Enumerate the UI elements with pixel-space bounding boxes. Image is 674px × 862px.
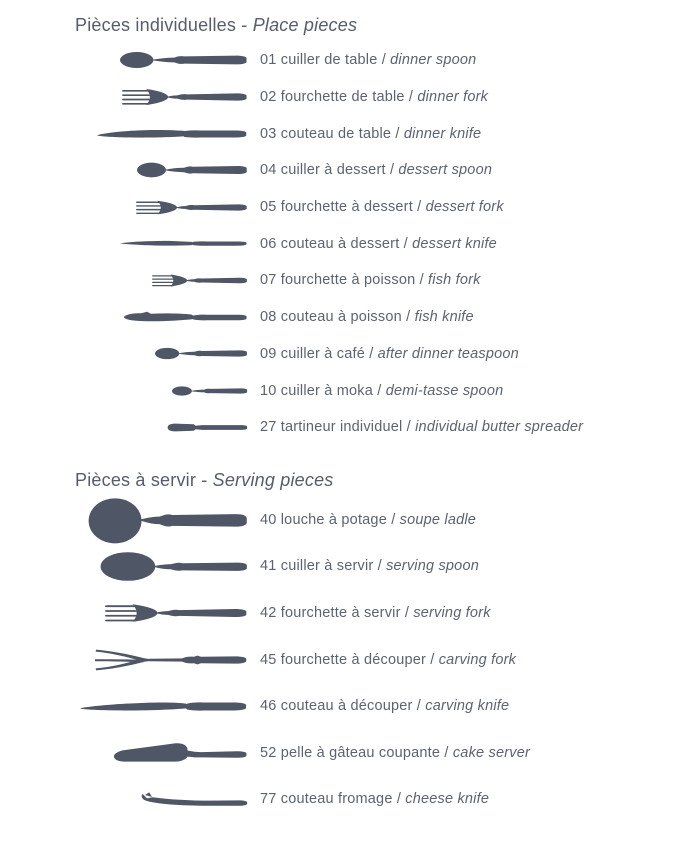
list-item xyxy=(60,262,674,299)
item-label xyxy=(260,745,530,761)
dinner-fork-icon xyxy=(122,87,248,107)
icon-cell xyxy=(60,384,248,398)
separator: / xyxy=(426,651,439,668)
icon-cell xyxy=(60,273,248,288)
item-name-french: couteau à poisson xyxy=(280,309,402,326)
icon-cell xyxy=(60,648,248,672)
item-name-english: fish fork xyxy=(428,272,481,289)
section xyxy=(60,467,674,823)
item-code: 09 xyxy=(260,345,277,362)
item-code: 10 xyxy=(260,382,277,399)
item-code: 06 xyxy=(260,235,277,252)
item-label xyxy=(260,309,474,325)
cake-server-icon xyxy=(112,740,248,766)
icon-cell xyxy=(60,238,248,249)
icon-cell xyxy=(60,345,248,362)
sections-container xyxy=(60,12,674,823)
separator: / xyxy=(373,382,386,399)
item-name-english: fish knife xyxy=(414,309,474,326)
fish-knife-icon xyxy=(123,310,248,325)
separator: / xyxy=(440,744,453,761)
item-label xyxy=(260,605,491,621)
serving-spoon-icon xyxy=(100,550,248,583)
item-label xyxy=(260,89,488,105)
list-item xyxy=(60,372,674,409)
carving-fork-icon xyxy=(95,648,248,672)
item-name-english: serving spoon xyxy=(386,558,479,575)
list-item xyxy=(60,225,674,262)
separator: / xyxy=(386,511,400,528)
list-item xyxy=(60,730,674,777)
item-label xyxy=(260,236,497,252)
cheese-knife-icon xyxy=(140,791,248,808)
dinner-spoon-icon xyxy=(120,48,248,72)
separator: / xyxy=(412,698,426,715)
item-name-french: cuiller à dessert xyxy=(280,162,386,179)
item-code: 46 xyxy=(260,698,277,715)
item-name-english: carving knife xyxy=(425,698,510,715)
item-code: 04 xyxy=(260,162,277,179)
icon-cell xyxy=(60,698,248,715)
separator: / xyxy=(415,272,429,289)
section-title xyxy=(75,467,674,493)
icon-cell xyxy=(60,550,248,583)
icon-cell xyxy=(60,423,248,432)
item-name-french: couteau fromage xyxy=(280,791,393,808)
item-name-french: fourchette à servir xyxy=(280,605,401,622)
item-name-french: couteau à découper xyxy=(280,698,413,715)
dessert-fork-icon xyxy=(136,199,248,216)
separator: / xyxy=(400,605,414,622)
item-label xyxy=(260,272,481,288)
item-code: 05 xyxy=(260,199,277,216)
icon-cell xyxy=(60,159,248,181)
item-name-english: serving fork xyxy=(413,605,491,622)
teaspoon-icon xyxy=(155,345,248,362)
item-name-english: after dinner teaspoon xyxy=(377,345,519,362)
separator: / xyxy=(364,345,378,362)
list-item xyxy=(60,590,674,637)
item-name-english: carving fork xyxy=(438,651,517,668)
section-title-english: Place pieces xyxy=(252,15,358,35)
item-name-french: fourchette à découper xyxy=(280,651,427,668)
item-name-english: dessert knife xyxy=(412,235,497,252)
item-name-french: pelle à gâteau coupante xyxy=(280,744,441,761)
item-code: 52 xyxy=(260,744,277,761)
item-label xyxy=(260,652,516,668)
demi-tasse-spoon-icon xyxy=(172,384,248,398)
item-label xyxy=(260,512,476,528)
list-item xyxy=(60,152,674,189)
item-name-french: tartineur individuel xyxy=(280,419,403,436)
icon-cell xyxy=(60,199,248,216)
separator: / xyxy=(399,235,413,252)
section-title-english: Serving pieces xyxy=(212,469,334,490)
item-code: 77 xyxy=(260,791,277,808)
item-code: 27 xyxy=(260,419,277,436)
item-label xyxy=(260,199,504,215)
soup-ladle-icon xyxy=(88,495,248,545)
item-name-english: demi-tasse spoon xyxy=(385,382,504,399)
list-item xyxy=(60,189,674,226)
item-label xyxy=(260,126,481,142)
list-item xyxy=(60,776,674,823)
section xyxy=(60,12,674,446)
item-code: 40 xyxy=(260,511,277,528)
butter-spreader-icon xyxy=(167,423,248,432)
list-item xyxy=(60,115,674,152)
item-code: 03 xyxy=(260,125,277,142)
item-name-french: fourchette de table xyxy=(280,89,405,106)
item-name-english: dessert fork xyxy=(425,199,504,216)
item-name-french: fourchette à dessert xyxy=(280,199,413,216)
list-item xyxy=(60,409,674,446)
item-label xyxy=(260,162,492,178)
item-label xyxy=(260,558,479,574)
section-title-french: Pièces individuelles - xyxy=(75,15,253,35)
item-code: 02 xyxy=(260,89,277,106)
item-code: 08 xyxy=(260,309,277,326)
carving-knife-icon xyxy=(80,698,248,715)
separator: / xyxy=(392,791,406,808)
item-name-french: louche à potage xyxy=(280,511,387,528)
dessert-spoon-icon xyxy=(137,159,248,181)
list-item xyxy=(60,543,674,590)
item-label xyxy=(260,791,489,807)
list-item xyxy=(60,79,674,116)
icon-cell xyxy=(60,87,248,107)
list-item xyxy=(60,497,674,544)
item-name-english: cake server xyxy=(452,744,531,761)
list-item xyxy=(60,336,674,373)
separator: / xyxy=(391,125,404,142)
separator: / xyxy=(377,52,391,69)
item-name-english: cheese knife xyxy=(405,791,490,808)
item-code: 45 xyxy=(260,651,277,668)
icon-cell xyxy=(60,791,248,808)
item-code: 42 xyxy=(260,605,277,622)
separator: / xyxy=(402,419,416,436)
section-title xyxy=(75,12,674,38)
separator: / xyxy=(401,309,415,326)
item-name-french: cuiller de table xyxy=(280,52,378,69)
icon-cell xyxy=(60,495,248,545)
item-name-english: dinner knife xyxy=(403,125,482,142)
list-item xyxy=(60,683,674,730)
item-label xyxy=(260,698,509,714)
item-name-french: fourchette à poisson xyxy=(280,272,416,289)
item-code: 07 xyxy=(260,272,277,289)
fish-fork-icon xyxy=(152,273,248,288)
item-name-french: cuiller à servir xyxy=(280,558,374,575)
separator: / xyxy=(373,558,387,575)
icon-cell xyxy=(60,740,248,766)
item-code: 01 xyxy=(260,52,277,69)
item-name-english: individual butter spreader xyxy=(415,419,584,436)
icon-cell xyxy=(60,48,248,72)
icon-cell xyxy=(60,126,248,142)
item-label xyxy=(260,52,476,68)
list-item xyxy=(60,42,674,79)
item-name-english: soupe ladle xyxy=(399,511,477,528)
serving-fork-icon xyxy=(105,602,248,624)
item-label xyxy=(260,419,583,435)
item-label xyxy=(260,346,519,362)
separator: / xyxy=(412,199,426,216)
dessert-knife-icon xyxy=(120,238,248,249)
item-name-french: cuiller à moka xyxy=(280,382,374,399)
item-name-french: couteau à dessert xyxy=(280,235,400,252)
dinner-knife-icon xyxy=(97,126,248,142)
icon-cell xyxy=(60,310,248,325)
item-name-english: dessert spoon xyxy=(398,162,493,179)
item-label xyxy=(260,383,503,399)
list-item xyxy=(60,636,674,683)
section-title-french: Pièces à servir - xyxy=(75,469,213,490)
item-name-french: couteau de table xyxy=(280,125,392,142)
icon-cell xyxy=(60,602,248,624)
list-item xyxy=(60,299,674,336)
item-code: 41 xyxy=(260,558,277,575)
item-name-french: cuiller à café xyxy=(280,345,365,362)
item-name-english: dinner fork xyxy=(417,89,489,106)
separator: / xyxy=(404,89,418,106)
separator: / xyxy=(385,162,399,179)
item-name-english: dinner spoon xyxy=(390,52,477,69)
